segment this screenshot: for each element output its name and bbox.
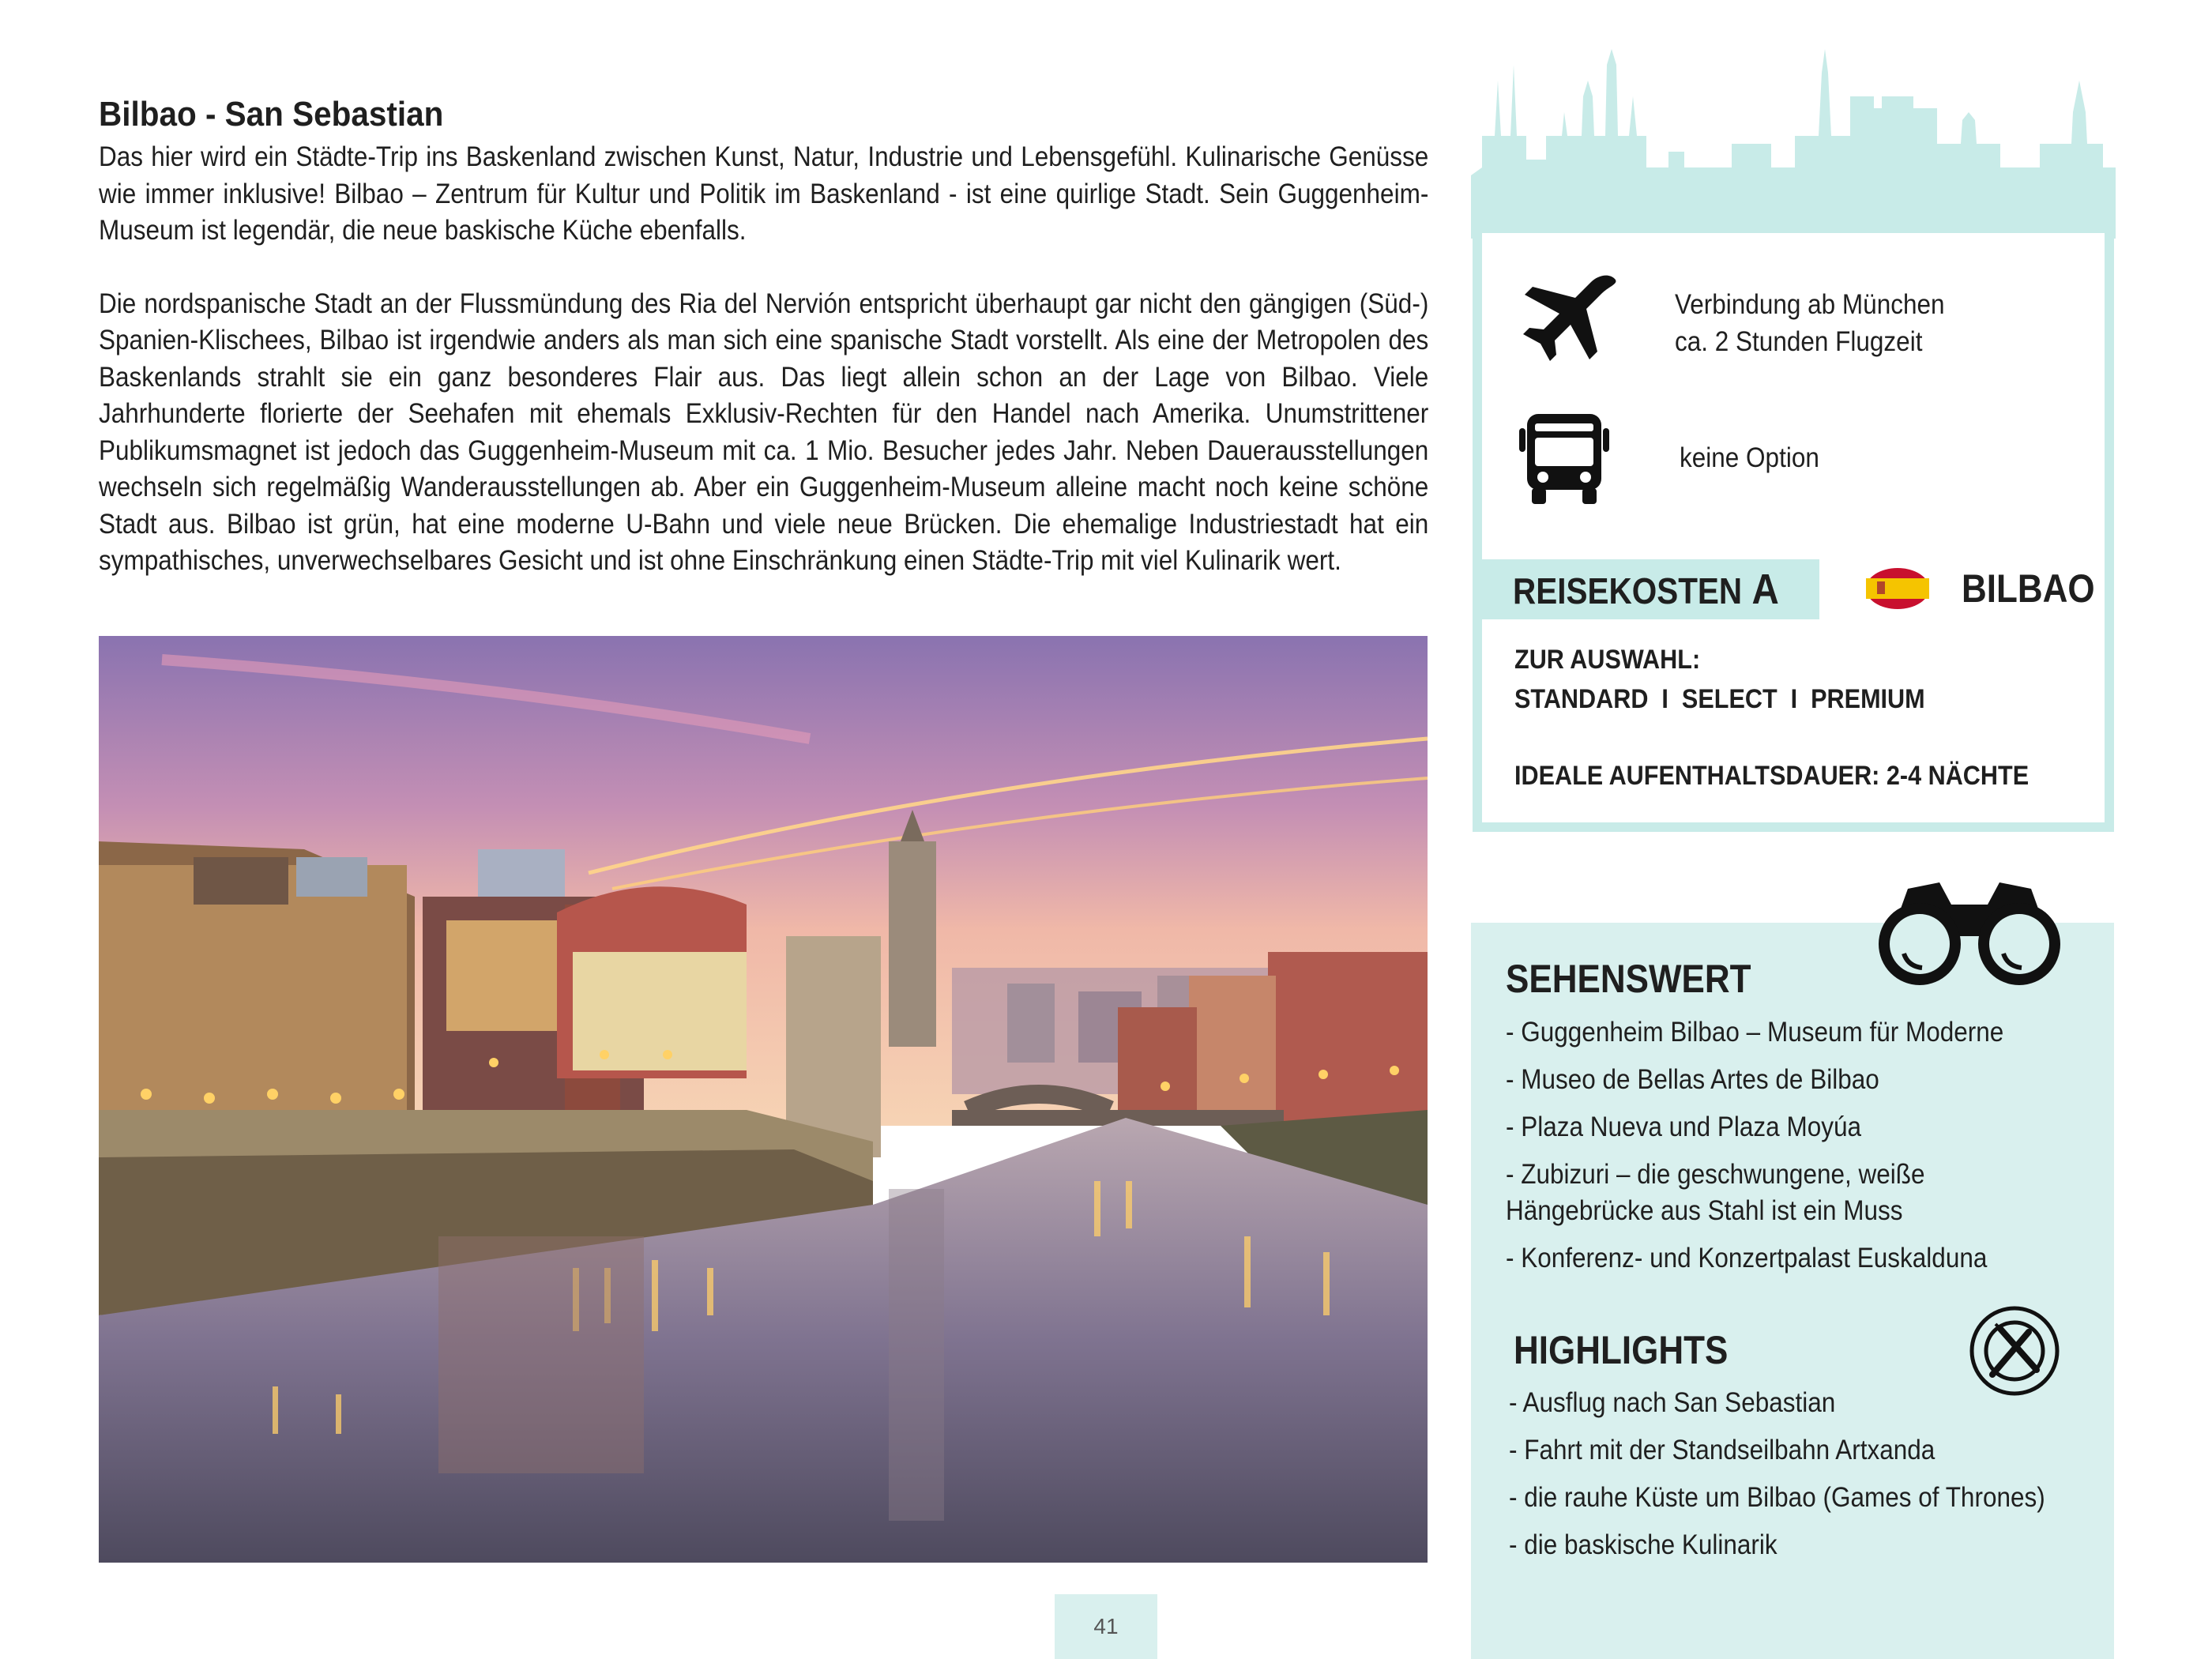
bilbao-river-photo — [99, 636, 1428, 1563]
selection-label: ZUR AUSWAHL: — [1514, 645, 1701, 675]
list-item: - Zubizuri – die geschwungene, weiße Hängebrücke aus Stahl ist ein Muss — [1506, 1159, 1925, 1226]
page-number: 41 — [1055, 1594, 1157, 1659]
city-label: BILBAO — [1962, 566, 2095, 611]
spain-flag-icon — [1864, 567, 1931, 610]
flight-line-2: ca. 2 Stunden Flugzeit — [1675, 326, 1923, 357]
list-item: - Ausflug nach San Sebastian — [1509, 1387, 1836, 1418]
travel-cost-grade: A — [1751, 566, 1779, 613]
selection-options: STANDARD I SELECT I PREMIUM — [1514, 684, 1925, 714]
list-item: - Fahrt mit der Standseilbahn Artxanda — [1509, 1435, 1936, 1465]
sights-list — [1506, 1014, 2046, 1288]
article-paragraph-1: Das hier wird ein Städte-Trip ins Baskenland zwischen Kunst, Natur, Industrie und Lebensgefühl. Kulinarische Genüsse wie immer inklusive! Bilbao – Zentrum für Kultur und Politik im Baskenland - ist eine quirlige Stadt. Sein Guggenheim-Museum ist legendär, die neue baskische Küche ebenfalls. — [99, 141, 1429, 246]
list-item: - Konferenz- und Konzertpalast Euskalduna — [1506, 1243, 1988, 1273]
article-title: Bilbao - San Sebastian — [99, 95, 444, 134]
bus-info: keine Option — [1680, 442, 1819, 473]
highlights-title: HIGHLIGHTS — [1514, 1328, 1729, 1372]
flight-line-1: Verbindung ab München — [1675, 289, 1945, 320]
list-item: - Guggenheim Bilbao – Museum für Moderne — [1506, 1017, 2004, 1048]
travel-cost — [1513, 566, 1779, 615]
travel-cost-label: REISEKOSTEN — [1513, 570, 1743, 611]
ideal-stay: IDEALE AUFENTHALTSDAUER: 2-4 NÄCHTE — [1514, 761, 2030, 791]
flight-info — [1675, 286, 1945, 360]
list-item: - Plaza Nueva und Plaza Moyúa — [1506, 1112, 1861, 1142]
skyline-illustration — [1471, 49, 2116, 239]
list-item: - die rauhe Küste um Bilbao (Games of Thrones) — [1509, 1482, 2045, 1513]
cutlery-plate-icon — [1969, 1305, 2060, 1397]
selection-block — [1514, 640, 1925, 719]
binoculars-icon — [1876, 881, 2063, 988]
highlights-list — [1509, 1385, 2049, 1574]
bus-icon — [1513, 412, 1616, 507]
list-item: - die baskische Kulinarik — [1509, 1529, 1778, 1560]
list-item: - Museo de Bellas Artes de Bilbao — [1506, 1064, 1879, 1095]
article-intro — [99, 93, 1430, 580]
article-paragraph-2: Die nordspanische Stadt an der Flussmündung des Ria del Nervión entspricht überhaupt gar nicht den gängigen (Süd-) Spanien-Klischees, Bilbao ist irgendwie anders als man sich eine spanische Stadt vorstellt. Als eine der Metropolen des Baskenlands strahlt sie ein ganz besonderes Flair aus. Das liegt allein schon an der Lage von Bilbao. Viele Jahrhunderte florierte der Seehafen mit ehemals Exklusiv-Rechten für den Handel nach Amerika. Unumstrittener Publikumsmagnet ist jedoch das Guggenheim-Museum mit ca. 1 Mio. Besucher jedes Jahr. Neben Dauerausstellungen wechseln sich regelmäßig Wanderausstellungen ab. Aber ein Guggenheim-Museum alleine macht noch keine schöne Stadt aus. Bilbao ist grün, hat eine moderne U-Bahn und viele neue Brücken. Die ehemalige Industriestadt hat ein sympathisches, unverwechselbares Gesicht und ist ohne Einschränkung einen Städte-Trip mit viel Kulinarik wert. — [99, 288, 1429, 576]
plane-icon — [1518, 273, 1621, 375]
sights-title: SEHENSWERT — [1506, 957, 1751, 1001]
